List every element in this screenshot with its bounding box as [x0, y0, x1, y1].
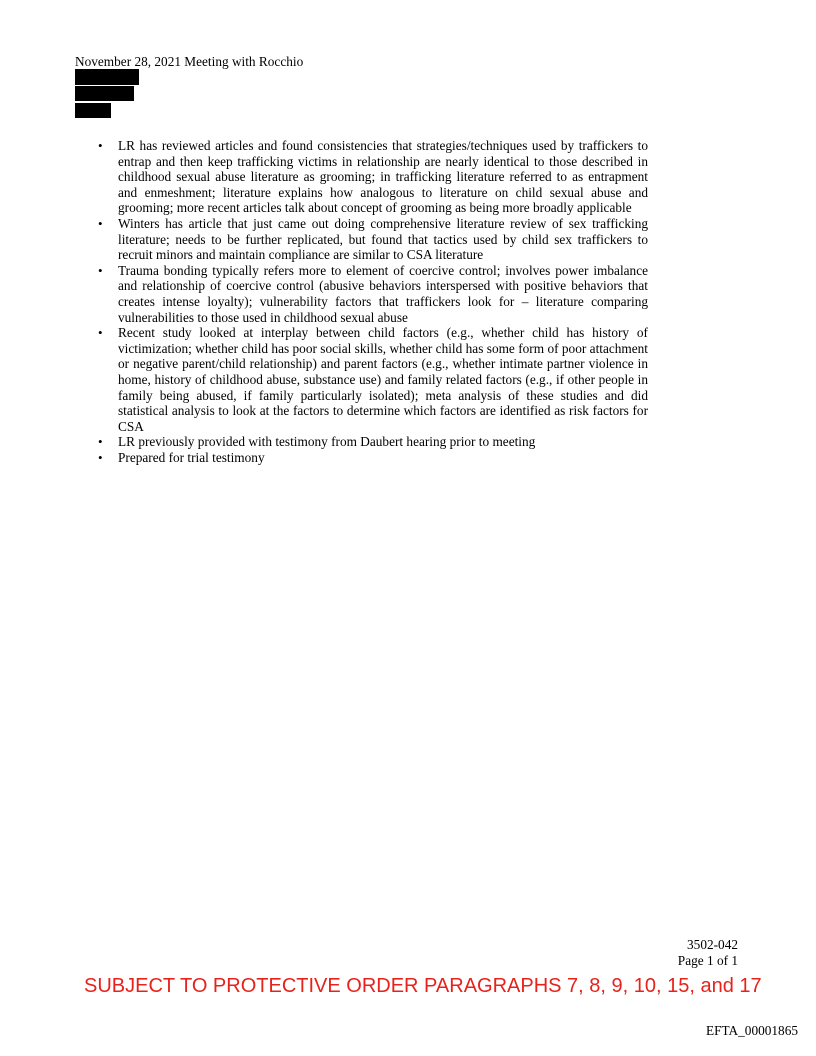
note-text: Recent study looked at interplay between child factors (e.g., whether child has history of victimization; whether child has poor social skills, whether child has some form of poor attachment or negative parent/child relationship) and parent factors (e.g., whether intimate partner violence in home, history of childhood abuse, substance use) and family related factors (e.g., if other people in family being abused, if family particularly isolated); meta analysis of these studies and did statistical analysis to look at the factors to determine which factors are identified as risk factors for CSA	[118, 325, 648, 434]
page-number: Page 1 of 1	[677, 953, 738, 968]
note-item	[98, 434, 648, 450]
note-item	[98, 325, 648, 434]
note-text: Winters has article that just came out doing comprehensive literature review of sex trafficking literature; needs to be further replicated, but found that tactics used by child sex traffickers to recruit minors and maintain compliance are similar to CSA literature	[118, 215, 648, 263]
note-text: LR previously provided with testimony from Daubert hearing prior to meeting	[118, 434, 536, 450]
exhibit-number: 3502-042	[687, 937, 738, 952]
protective-order-notice: SUBJECT TO PROTECTIVE ORDER PARAGRAPHS 7, 8, 9, 10, 15, and 17	[84, 975, 762, 997]
bullet-icon: •	[98, 449, 103, 465]
note-text: Trauma bonding typically refers more to element of coercive control; involves power imbalance and relationship of coercive control (abusive behaviors interspersed with positive behaviors that creates intense loyalty); vulnerability factors that traffickers look for – literature comparing vulnerabilities to those used in childhood sexual abuse	[118, 262, 648, 325]
note-text: Prepared for trial testimony	[118, 449, 265, 465]
note-item	[98, 449, 648, 466]
redaction-block	[75, 103, 111, 118]
bullet-icon: •	[98, 325, 103, 341]
redaction-block	[75, 86, 134, 101]
meeting-notes-list	[98, 138, 648, 465]
redaction-block	[75, 69, 139, 85]
note-text: LR has reviewed articles and found consistencies that strategies/techniques used by traffickers to entrap and then keep trafficking victims in relationship are nearly identical to those described in childhood sexual abuse literature as grooming; in trafficking literature referred to as entrapment and enmeshment; literature explains how analogous to literature on child sexual abuse and grooming; more recent articles talk about concept of grooming as being more broadly applicable	[118, 138, 648, 216]
bates-number: EFTA_00001865	[705, 1023, 798, 1038]
note-item	[98, 262, 648, 325]
document-title: November 28, 2021 Meeting with Rocchio	[75, 54, 304, 69]
note-item	[98, 138, 648, 216]
bullet-icon: •	[98, 262, 103, 278]
bullet-icon: •	[98, 215, 103, 231]
note-item	[98, 215, 648, 263]
bullet-icon: •	[98, 434, 103, 450]
bullet-icon: •	[98, 138, 103, 153]
